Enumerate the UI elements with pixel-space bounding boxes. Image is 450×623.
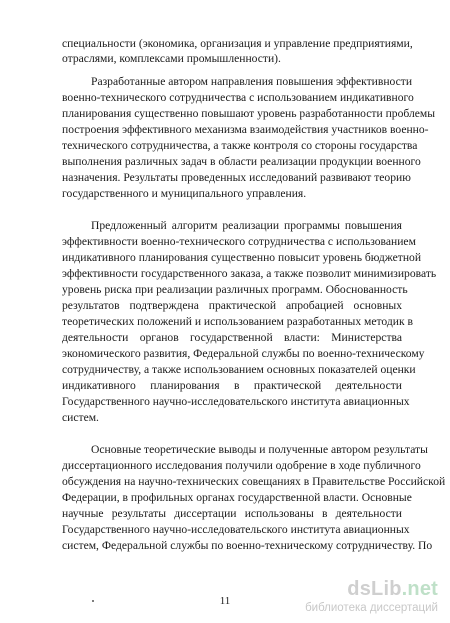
text-line-4: военно-технического сотрудничества с использованием индикативного [62,91,414,104]
text-line-21: индикативного планирования в практической деятельности [62,379,402,392]
text-line-26: обсуждения на научно-технических совещаниях в Правительстве Российской [62,475,446,488]
text-line-19: экономического развития, Федеральной службы по военно-техническому [62,347,425,360]
watermark-subtitle: библиотека диссертаций [305,602,438,614]
text-line-18: деятельности органов государственной власти: Министерства [62,331,402,344]
text-line-16: результатов подтверждена практической апробацией основных [62,299,402,312]
watermark-logo [347,578,438,601]
text-line-24: Основные теоретические выводы и полученные автором результаты [91,443,428,456]
text-line-25: диссертационного исследования получили одобрение в ходе публичного [62,459,421,472]
text-line-11: Предложенный алгоритм реализации программы повышения [91,219,402,232]
text-line-17: теоретических положений и использованием разработанных методик в [62,315,413,328]
text-line-9: назначения. Результаты проведенных исследований развивают теорию [62,171,411,184]
text-line-28: научные результаты диссертации использованы в деятельности [62,507,402,520]
text-line-12: эффективности военно-технического сотрудничества с использованием [62,235,416,248]
text-line-15: уровень риска при реализации различных программ. Обоснованность [62,283,408,296]
page-number: 11 [219,595,231,607]
text-line-7: технического сотрудничества, а также контроля со стороны государства [62,139,418,152]
text-line-27: Федерации, в профильных органах государственной власти. Основные [62,491,412,504]
text-line-2: отраслями, комплексами промышленности). [62,52,281,65]
text-line-6: построения эффективного механизма взаимодействия участников военно- [62,123,429,136]
text-line-14: эффективности государственного заказа, а также позволит минимизировать [62,267,437,280]
text-line-20: сотрудничеству, а также использованием основных показателей оценки [62,363,416,376]
text-line-1: специальности (экономика, организация и управление предприятиями, [62,37,413,50]
text-line-23: систем. [62,411,99,424]
text-line-8: выполнения различных задач в области реализации продукции военного [62,155,421,168]
watermark [302,578,442,620]
text-line-22: Государственного научно-исследовательского института авиационных [62,395,410,408]
watermark-logo-main: dsLib [347,578,402,600]
text-line-5: планирования существенно повышают уровень разработанности проблемы [62,107,436,120]
text-line-29: Государственного научно-исследовательского института авиационных [62,523,410,536]
text-line-13: индикативного планирования существенно повысит уровень бюджетной [62,251,422,264]
text-line-10: государственного и муниципального управления. [62,187,307,200]
watermark-logo-accent: .net [401,578,438,600]
text-line-3: Разработанные автором направления повышения эффективности [91,75,413,88]
text-line-30: систем, Федеральной службы по военно-техническому сотрудничеству. По [62,539,433,552]
